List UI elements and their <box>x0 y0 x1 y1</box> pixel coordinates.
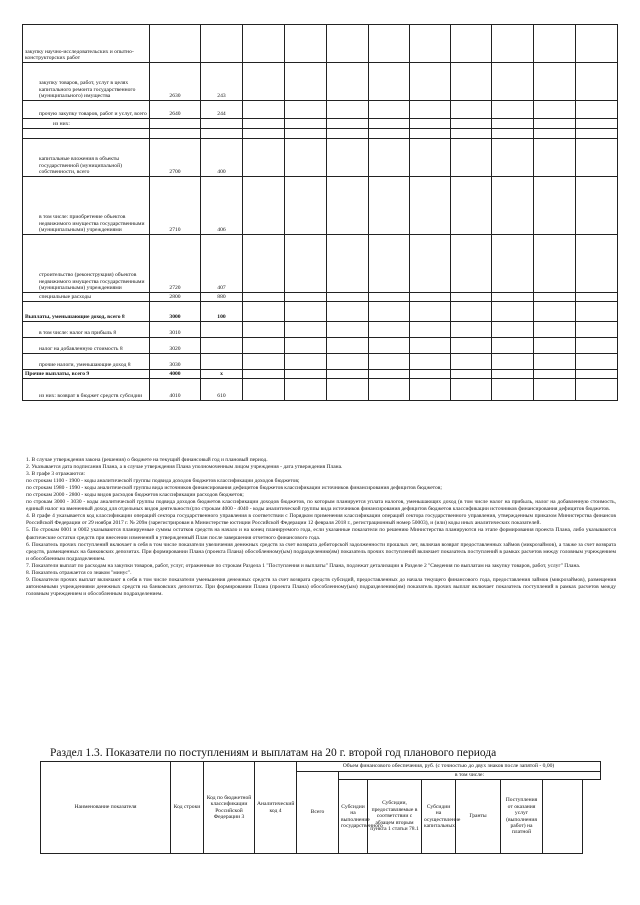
row-value-cell <box>451 235 492 293</box>
row-value-cell <box>534 235 576 293</box>
row-value-cell <box>369 354 410 370</box>
row-value-cell <box>327 129 369 139</box>
row-line-code: 2700 <box>150 139 201 177</box>
footnote: 9. Показатели прочих выплат включают в себя в том числе показатели уменьшения денежных средств за счет возврата средств субсидий, предоставленных до начала текущего финансового года, предоставления займов (микрозаймов), размещения автономными учреждениями денежных средств на банковских депозитах. При формировании Плана (проекта Плана) обособленному(ым) подразделению(ям) показатель прочих выплат включает показатель поступлений в рамках расчетов между головным учреждением и обособленным подразделением. <box>26 576 616 597</box>
row-value-cell <box>285 139 327 177</box>
row-value-cell <box>534 119 576 129</box>
row-value-cell <box>576 354 618 370</box>
row-value-cell <box>285 101 327 119</box>
row-line-code <box>150 129 201 139</box>
row-value-cell <box>410 119 451 129</box>
row-value-cell <box>327 293 369 302</box>
row-value-cell <box>327 177 369 235</box>
row-value-cell <box>576 235 618 293</box>
row-indicator-name: налог на добавленную стоимость 8 <box>23 338 150 354</box>
row-value-cell <box>451 379 492 401</box>
row-value-cell <box>285 177 327 235</box>
row-value-cell <box>534 101 576 119</box>
row-value-cell <box>243 235 285 293</box>
header-analytic-code: Аналитический код 4 <box>255 762 297 854</box>
row-value-cell <box>410 101 451 119</box>
table-row <box>23 129 618 139</box>
table-row <box>23 293 618 302</box>
row-indicator-name: прочие налоги, уменьшающие доход 8 <box>23 354 150 370</box>
footnote: по строкам 3000 - 3030 - коды аналитической группы подвида доходов бюджетов классификации доходов бюджетов, по которым планируется уплата налогов, уменьшающих доход (в том числе налог на прибыль, налог на добавленную стоимость, единый налог на вмененный доход для отдельных видов деятельности);по строкам 4000 - 4040 - коды аналитической группы вида источников финансирования дефицитов бюджетов классификации источников финансирования дефицитов бюджетов. <box>26 499 616 513</box>
row-indicator-name: из них: возврат в бюджет средств субсидии <box>23 379 150 401</box>
row-budget-code: 400 <box>201 139 243 177</box>
row-value-cell <box>576 119 618 129</box>
row-budget-code <box>201 338 243 354</box>
row-value-cell <box>410 379 451 401</box>
table-row <box>23 302 618 322</box>
row-value-cell <box>410 354 451 370</box>
row-line-code: 3030 <box>150 354 201 370</box>
row-value-cell <box>451 293 492 302</box>
row-indicator-name: в том числе: налог на прибыль 8 <box>23 322 150 338</box>
plan-table-continued <box>22 24 618 401</box>
header-volume: Объем финансового обеспечения, руб. (с точностью до двух знаков после запятой - 0,00) <box>297 762 601 772</box>
row-value-cell <box>243 25 285 63</box>
row-value-cell <box>410 322 451 338</box>
table-row <box>23 63 618 101</box>
row-value-cell <box>243 379 285 401</box>
row-value-cell <box>534 322 576 338</box>
row-value-cell <box>327 119 369 129</box>
row-value-cell <box>369 302 410 322</box>
row-line-code: 4010 <box>150 379 201 401</box>
row-budget-code <box>201 119 243 129</box>
row-value-cell <box>534 379 576 401</box>
footnote: 4. В графе 4 указывается код классификации операций сектора государственного управления в соответствии с Порядком применения классификации операций сектора государственного управления, утвержденным приказом Министерства финансов Российской Федерации от 29 ноября 2017 г. № 209н (зарегистрирован в Министерстве юстиции Российской Федерации 12 февраля 2018 г., регистрационный номер 50003), и (или) коды иных аналитических показателей. <box>26 513 616 527</box>
footnote: 1. В случае утверждения закона (решения) о бюджете на текущий финансовый год и плановый период. <box>26 457 268 463</box>
row-value-cell <box>576 379 618 401</box>
row-value-cell <box>369 63 410 101</box>
row-value-cell <box>492 379 534 401</box>
row-line-code: 3000 <box>150 302 201 322</box>
row-indicator-name: Выплаты, уменьшающие доход, всего 8 <box>23 302 150 322</box>
row-value-cell <box>285 379 327 401</box>
row-value-cell <box>327 25 369 63</box>
row-value-cell <box>369 25 410 63</box>
row-value-cell <box>285 119 327 129</box>
row-value-cell <box>285 293 327 302</box>
row-value-cell <box>576 322 618 338</box>
row-indicator-name: Прочие выплаты, всего 9 <box>23 370 150 379</box>
row-value-cell <box>243 302 285 322</box>
row-value-cell <box>327 322 369 338</box>
row-value-cell <box>369 177 410 235</box>
footnote: 5. По строкам 0001 и 0002 указываются планируемые суммы остатков средств на начало и на конец планируемого года, если указанные показатели по решению Министерства планируются на этапе формирования проекта Плана, либо указываются фактические остатки средств при внесении изменений в утвержденный План после завершения отчетного финансового года. <box>26 527 616 541</box>
row-value-cell <box>451 101 492 119</box>
row-value-cell <box>369 338 410 354</box>
row-value-cell <box>534 293 576 302</box>
row-indicator-name: из них: <box>23 119 150 129</box>
table-row <box>23 101 618 119</box>
row-value-cell <box>327 235 369 293</box>
header-subsidy-1: Субсидии на выполнение государственного <box>339 780 368 854</box>
row-value-cell <box>285 302 327 322</box>
row-value-cell <box>410 302 451 322</box>
row-value-cell <box>534 302 576 322</box>
row-value-cell <box>534 338 576 354</box>
header-grants: Гранты <box>456 780 501 854</box>
row-value-cell <box>534 25 576 63</box>
row-value-cell <box>327 354 369 370</box>
row-indicator-name: прочую закупку товаров, работ и услуг, всего <box>23 101 150 119</box>
row-value-cell <box>576 63 618 101</box>
row-value-cell <box>285 25 327 63</box>
row-value-cell <box>285 63 327 101</box>
header-extra-col <box>543 780 583 854</box>
row-value-cell <box>327 338 369 354</box>
row-value-cell <box>492 139 534 177</box>
row-value-cell <box>576 177 618 235</box>
row-value-cell <box>243 129 285 139</box>
row-value-cell <box>576 293 618 302</box>
row-value-cell <box>243 293 285 302</box>
row-value-cell <box>243 139 285 177</box>
row-indicator-name: закупку научно-исследовательских и опытно-конструкторских работ <box>23 25 150 63</box>
table-row <box>23 370 618 379</box>
header-paid-services: Поступления от оказания услуг (выполнения работ) на платной <box>501 780 543 854</box>
row-value-cell <box>410 235 451 293</box>
row-value-cell <box>410 129 451 139</box>
row-value-cell <box>410 63 451 101</box>
row-value-cell <box>534 354 576 370</box>
footnote: 3. В графе 3 отражаются: <box>26 471 86 478</box>
section-title: Раздел 1.3. Показатели по поступлениям и выплатам на 20 г. второй год планового периода <box>50 747 497 759</box>
row-budget-code: 407 <box>201 235 243 293</box>
row-budget-code <box>201 25 243 63</box>
row-budget-code <box>201 354 243 370</box>
row-value-cell <box>369 101 410 119</box>
row-value-cell <box>327 63 369 101</box>
row-value-cell <box>451 129 492 139</box>
row-value-cell <box>492 354 534 370</box>
row-value-cell <box>369 370 410 379</box>
header-subsidy-2: Субсидии, предоставляемые в соответствии с абзацем вторым пункта 1 статьи 78.1 <box>368 780 422 854</box>
row-value-cell <box>492 25 534 63</box>
row-value-cell <box>285 129 327 139</box>
row-budget-code: 243 <box>201 63 243 101</box>
row-value-cell <box>327 302 369 322</box>
table-row <box>23 177 618 235</box>
row-value-cell <box>492 338 534 354</box>
row-value-cell <box>369 139 410 177</box>
row-value-cell <box>243 177 285 235</box>
footnotes <box>26 457 616 598</box>
row-value-cell <box>369 235 410 293</box>
row-value-cell <box>369 129 410 139</box>
header-line-code: Код строки <box>171 762 204 854</box>
row-value-cell <box>492 101 534 119</box>
row-value-cell <box>327 370 369 379</box>
row-budget-code: 880 <box>201 293 243 302</box>
row-budget-code <box>201 129 243 139</box>
row-value-cell <box>451 177 492 235</box>
row-value-cell <box>451 63 492 101</box>
row-value-cell <box>534 139 576 177</box>
row-value-cell <box>451 25 492 63</box>
row-value-cell <box>576 302 618 322</box>
row-line-code: 2710 <box>150 177 201 235</box>
row-value-cell <box>410 370 451 379</box>
row-value-cell <box>451 322 492 338</box>
row-value-cell <box>410 338 451 354</box>
row-indicator-name: в том числе: приобретение объектов недвижимого имущества государственными (муниципальными) учреждениями <box>23 177 150 235</box>
row-line-code: 4000 <box>150 370 201 379</box>
row-value-cell <box>327 101 369 119</box>
row-value-cell <box>451 119 492 129</box>
row-value-cell <box>369 119 410 129</box>
row-value-cell <box>451 370 492 379</box>
row-line-code: 3010 <box>150 322 201 338</box>
row-indicator-name: строительство (реконструкция) объектов недвижимого имущества государственными (муниципальными) учреждениями <box>23 235 150 293</box>
row-value-cell <box>492 322 534 338</box>
row-line-code: 2630 <box>150 63 201 101</box>
header-total: Всего <box>297 772 339 854</box>
row-line-code <box>150 119 201 129</box>
row-value-cell <box>576 370 618 379</box>
section-1-3-header-table <box>40 761 601 854</box>
row-indicator-name <box>23 129 150 139</box>
row-line-code: 2800 <box>150 293 201 302</box>
table-row <box>23 119 618 129</box>
row-budget-code: 406 <box>201 177 243 235</box>
row-value-cell <box>534 370 576 379</box>
table-row <box>23 235 618 293</box>
header-budget-code: Код по бюджетной классификации Российской Федерации 3 <box>204 762 255 854</box>
row-value-cell <box>492 293 534 302</box>
row-value-cell <box>285 354 327 370</box>
footnote: 8. Показатель отражается со знаком "минус". <box>26 569 132 576</box>
table-row <box>23 139 618 177</box>
row-value-cell <box>576 101 618 119</box>
row-line-code: 3020 <box>150 338 201 354</box>
row-value-cell <box>410 25 451 63</box>
row-value-cell <box>451 302 492 322</box>
table-row <box>23 379 618 401</box>
table-row <box>23 354 618 370</box>
row-value-cell <box>534 129 576 139</box>
row-budget-code: x <box>201 370 243 379</box>
footnote: по строкам 2000 - 2800 - коды видов расходов бюджетов классификации расходов бюджетов; <box>26 492 244 499</box>
row-value-cell <box>492 370 534 379</box>
row-value-cell <box>243 63 285 101</box>
row-value-cell <box>369 293 410 302</box>
row-value-cell <box>451 354 492 370</box>
footnote: 2. Указывается дата подписания Плана, а в случае утверждения Плана уполномоченным лицом учреждения - дата утверждения Плана. <box>26 464 343 471</box>
row-value-cell <box>243 119 285 129</box>
row-line-code <box>150 25 201 63</box>
header-indicator-name: Наименование показателя <box>41 762 171 854</box>
row-budget-code: 610 <box>201 379 243 401</box>
row-value-cell <box>451 139 492 177</box>
footnote: по строкам 1100 - 1900 - коды аналитической группы подвида доходов бюджетов классификации доходов бюджетов; <box>26 478 300 485</box>
row-value-cell <box>492 235 534 293</box>
row-value-cell <box>369 322 410 338</box>
row-value-cell <box>285 338 327 354</box>
row-value-cell <box>243 322 285 338</box>
row-value-cell <box>534 63 576 101</box>
table-row <box>23 25 618 63</box>
row-value-cell <box>451 338 492 354</box>
footnote: 7. Показатели выплат по расходам на закупки товаров, работ, услуг, отраженные по строкам Раздела 1 "Поступления и выплаты" Плана, подлежат детализации в Разделе 2 "Сведения по выплатам на закупку товаров, работ, услуг" Плана. <box>26 562 581 569</box>
row-value-cell <box>285 322 327 338</box>
row-value-cell <box>576 25 618 63</box>
footnote: 6. Показатель прочих поступлений включает в себя в том числе показатели увеличения денежных средств за счет возврата дебиторской задолженности прошлых лет, включая возврат предоставленных займов (микрозаймов), а также за счет возврата средств, размещенных на банковских депозитах. При формировании Плана (проекта Плана) обособленному(ым) подразделению(ям) показатель прочих поступлений включает показатель поступлений в рамках расчетов между головным учреждением и обособленным подразделением. <box>26 541 616 562</box>
row-value-cell <box>410 139 451 177</box>
row-indicator-name: закупку товаров, работ, услуг в целях капитального ремонта государственного (муниципального) имущества <box>23 63 150 101</box>
row-value-cell <box>492 302 534 322</box>
row-budget-code <box>201 322 243 338</box>
row-value-cell <box>492 63 534 101</box>
row-value-cell <box>576 139 618 177</box>
row-value-cell <box>576 338 618 354</box>
row-value-cell <box>243 101 285 119</box>
table-row <box>23 338 618 354</box>
row-value-cell <box>327 379 369 401</box>
row-line-code: 2720 <box>150 235 201 293</box>
row-value-cell <box>243 354 285 370</box>
footnote: по строкам 1980 - 1990 - коды аналитической группы вида источников финансирования дефицитов бюджетов классификации источников финансирования дефицитов бюджетов; <box>26 485 442 492</box>
row-budget-code: 100 <box>201 302 243 322</box>
row-value-cell <box>410 177 451 235</box>
row-indicator-name: капитальные вложения в объекты государственной (муниципальной) собственности, всего <box>23 139 150 177</box>
header-including: в том числе: <box>339 772 601 780</box>
row-line-code: 2640 <box>150 101 201 119</box>
row-budget-code: 244 <box>201 101 243 119</box>
row-value-cell <box>410 293 451 302</box>
row-value-cell <box>285 370 327 379</box>
row-value-cell <box>576 129 618 139</box>
header-subsidy-3: Субсидии на осуществление капитальных <box>422 780 456 854</box>
row-value-cell <box>492 129 534 139</box>
table-row <box>23 322 618 338</box>
row-value-cell <box>369 379 410 401</box>
row-value-cell <box>285 235 327 293</box>
row-value-cell <box>243 338 285 354</box>
row-indicator-name: специальные расходы <box>23 293 150 302</box>
row-value-cell <box>243 370 285 379</box>
row-value-cell <box>492 119 534 129</box>
row-value-cell <box>327 139 369 177</box>
row-value-cell <box>492 177 534 235</box>
row-value-cell <box>534 177 576 235</box>
